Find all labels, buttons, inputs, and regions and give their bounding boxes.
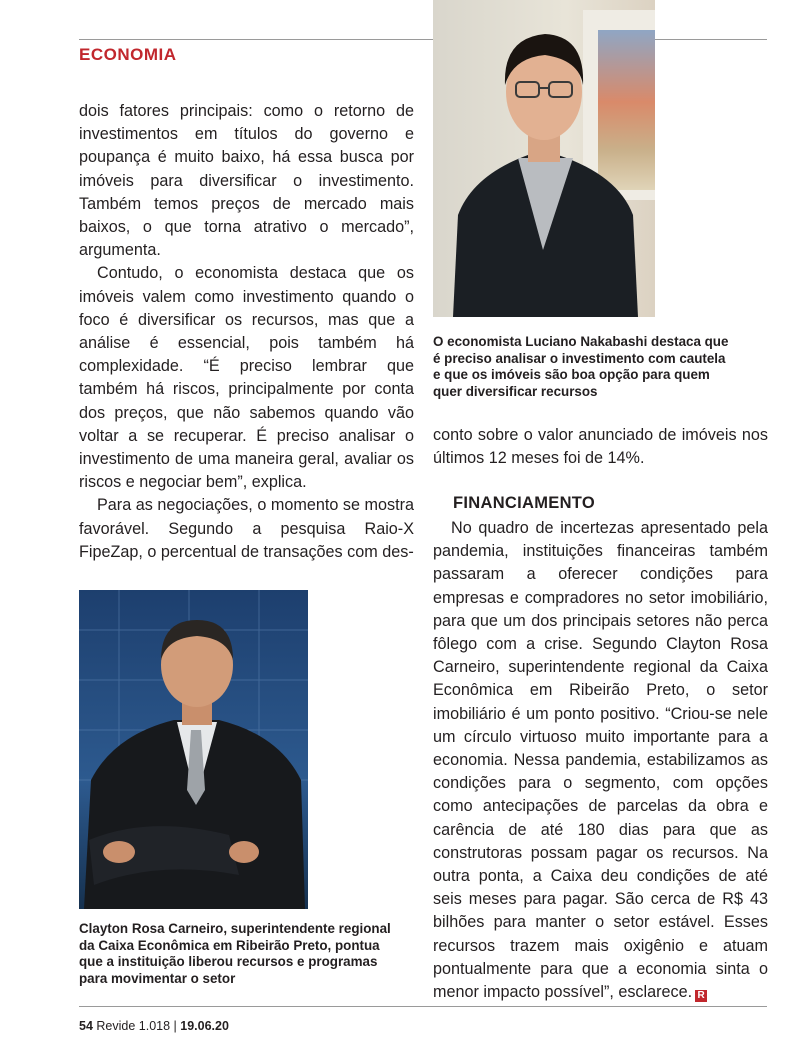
paragraph: Para as negociações, o momento se mostra favorável. Segundo a pesquisa Raio-X FipeZap, o percentual de transações com des- xyxy=(79,496,414,561)
paragraph: Contudo, o economista destaca que os imóveis valem como investimento quando o foco é diversificar os recursos, mas que a análise é essencial, pois também há complexidade. “É preciso lembrar que também há riscos, principalmente por conta dos preços, que não sabemos quando vão voltar a se recuperar. É preciso analisar o investimento de uma maneira geral, avaliar os riscos e negociar bem”, explica. xyxy=(79,264,414,492)
end-mark-icon: R xyxy=(695,990,707,1002)
footer xyxy=(79,1019,229,1033)
paragraph: No quadro de incertezas apresentado pela pandemia, instituições financeiras também passaram a oferecer condições para empresas e compradores no setor imobiliário, para que um dos principais setores não perca fôlego com a crise. Segundo Clayton Rosa Carneiro, superintendente regional da Caixa Econômica em Ribeirão Preto, o setor imobiliário é um ponto positivo. “Criou-se nele um círculo virtuoso muito importante para a economia. Nessa pandemia, estabilizamos as condições para o segmento, com opções como antecipações de parcelas da obra e carência de até 180 dias para que as construtoras possam pagar os recursos. Na outra ponta, a Caixa deu condições de até seis meses para pagar. São cerca de R$ 43 bilhões para manter o setor estável. Esses recursos trazem mais oxigênio e atuam pontualmente para que a economia sinta o menor impacto possível”, esclarece. xyxy=(433,519,768,1002)
issue-date: 19.06.20 xyxy=(180,1019,229,1033)
header-rule-left xyxy=(79,39,433,40)
magazine-issue: Revide 1.018 xyxy=(96,1019,171,1033)
page-number: 54 xyxy=(79,1019,93,1033)
photo-superintendent xyxy=(79,590,308,909)
subheading-financiamento: FINANCIAMENTO xyxy=(453,494,596,512)
footer-rule xyxy=(79,1006,767,1007)
left-column-text xyxy=(79,100,414,564)
paragraph: dois fatores principais: como o retorno de investimentos em títulos do governo e poupança é muito baixo, há essa busca por imóveis para diversificar o investimento. Também temos preços de mercado mais baixos, o que torna atrativo o mercado”, argumenta. xyxy=(79,102,414,260)
photo-economist xyxy=(433,0,655,317)
header-rule-right xyxy=(655,39,767,40)
photo-caption-superintendent: Clayton Rosa Carneiro, superintendente regional da Caixa Econômica em Ribeirão Preto, pontua que a instituição liberou recursos e programas para movimentar o setor xyxy=(79,921,391,986)
right-column-continuation: conto sobre o valor anunciado de imóveis nos últimos 12 meses foi de 14%. xyxy=(433,426,768,468)
right-column-text xyxy=(433,517,768,1004)
footer-separator: | xyxy=(173,1019,177,1033)
section-label: ECONOMIA xyxy=(79,45,177,64)
photo-caption-economist: O economista Luciano Nakabashi destaca que é preciso analisar o investimento com cautela e que os imóveis são boa opção para quem quer diversificar recursos xyxy=(433,334,729,399)
